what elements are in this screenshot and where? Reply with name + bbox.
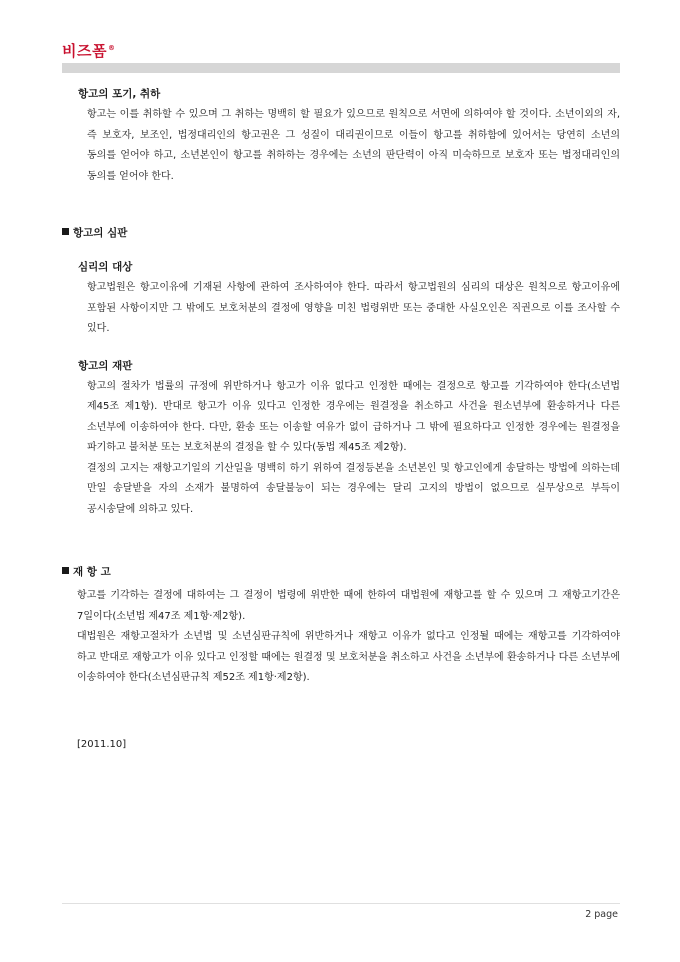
header-bar — [62, 63, 620, 73]
reappeal-paragraph-2: 대법원은 재항고절차가 소년법 및 소년심판규칙에 위반하거나 재항고 이유가 없다고 인정될 때에는 재항고를 기각하여야 하고 반대로 재항고가 이유 있다고 인정할 때에는 원결정 및 보호처분을 취소하고 사건을 소년부에 환송하거나 다른 소년부에 이송하여야 한다(소년심판규칙 제52조 제1항·제2항). — [77, 631, 620, 683]
withdrawal-heading: 항고의 포기, 취하 — [78, 88, 161, 100]
registered-mark: ® — [107, 44, 116, 52]
document-body — [62, 86, 620, 750]
page-number: 2 page — [585, 909, 618, 920]
logo-text: 비즈폼 — [62, 42, 107, 60]
bizform-logo — [62, 40, 115, 61]
ruling-paragraph-1: 항고의 절차가 법률의 규정에 위반하거나 항고가 이유 없다고 인정한 때에는 결정으로 항고를 기각하여야 한다(소년법 제45조 제1항). 반대로 항고가 이유 있다고 인정한 경우에는 원결정을 취소하고 사건을 원소년부에 환송하거나 다른 소년부에 이송하여야 한다. 다만, 환송 또는 이송할 여유가 없이 급하거나 그 밖에 필요하다고 인정한 경우에는 원결정을 파기하고 불처분 또는 보호처분의 결정을 할 수 있다(동법 제45조 제2항). — [87, 380, 620, 453]
footer-divider — [62, 903, 620, 904]
date-stamp: [2011.10] — [77, 738, 127, 750]
trial-section-heading — [62, 225, 620, 241]
ruling-heading: 항고의 재판 — [78, 359, 133, 372]
trial-section-title: 항고의 심판 — [73, 227, 128, 239]
reappeal-section-heading — [62, 564, 620, 580]
withdrawal-paragraph: 항고는 이를 취하할 수 있으며 그 취하는 명백히 할 필요가 있으므로 원칙으로 서면에 의하여야 할 것이다. 소년이외의 자, 즉 보호자, 보조인, 법정대리인의 항고권은 그 성질이 대리권이므로 이들이 항고를 취하함에 있어서는 당연히 소년의 동의를 얻어야 하고, 소년본인이 항고를 취하하는 경우에는 소년의 판단력이 아직 미숙하므로 보호자 또는 법정대리인의 동의를 얻어야 한다. — [87, 109, 620, 182]
scope-paragraph: 항고법원은 항고이유에 기재된 사항에 관하여 조사하여야 한다. 따라서 항고법원의 심리의 대상은 원칙으로 항고이유에 포함된 사항이지만 그 밖에도 보호처분의 결정에 영향을 미친 법령위반 또는 중대한 사실오인은 직권으로 이를 조사할 수 있다. — [87, 282, 620, 334]
reappeal-paragraph-1: 항고를 기각하는 결정에 대하여는 그 결정이 법령에 위반한 때에 한하여 대법원에 재항고를 할 수 있으며 그 재항고기간은 7일이다(소년법 제47조 제1항·제2항). — [77, 590, 620, 622]
ruling-paragraph-2: 결정의 고지는 재항고기일의 기산일을 명백히 하기 위하여 결정등본을 소년본인 및 항고인에게 송달하는 방법에 의하는데 만일 송달받을 자의 소재가 불명하여 송달불능이 되는 경우에는 달리 고지의 방법이 없으므로 실무상으로 부득이 공시송달에 의하고 있다. — [87, 462, 620, 515]
square-bullet-icon — [62, 228, 69, 235]
reappeal-section-title: 재 항 고 — [73, 566, 111, 578]
square-bullet-icon — [62, 567, 69, 574]
scope-heading: 심리의 대상 — [78, 261, 133, 273]
